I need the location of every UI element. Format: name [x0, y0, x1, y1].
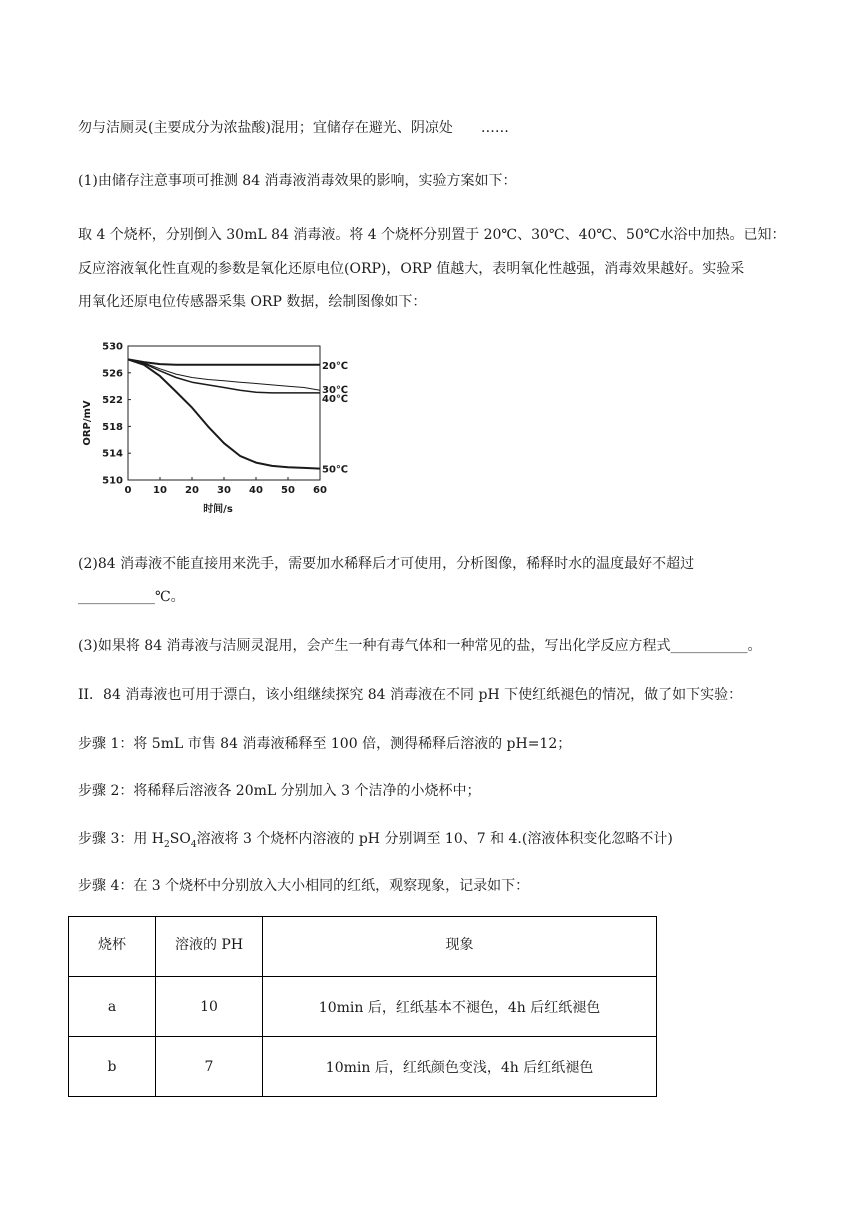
h2-subscript: 2	[164, 839, 170, 850]
x-tick-label: 40	[249, 485, 263, 496]
step-1: 步骤 1：将 5mL 市售 84 消毒液稀释至 100 倍，测得稀释后溶液的 pH=12；	[78, 736, 572, 752]
y-tick-label: 518	[102, 421, 123, 433]
cell-phenomenon: 10min 后，红纸颜色变浅，4h 后红纸褪色	[263, 1037, 657, 1097]
x-tick-label: 50	[281, 485, 295, 496]
series-line-0	[128, 359, 320, 364]
cell-ph: 10	[156, 977, 263, 1037]
orp-chart	[70, 334, 360, 524]
cell-beaker: b	[69, 1037, 156, 1097]
x-tick-label: 60	[313, 485, 327, 496]
series-label-1: 30℃	[322, 385, 349, 397]
storage-note: 勿与洁厕灵(主要成分为浓盐酸)混用；宜储存在避光、阴凉处 ……	[78, 120, 509, 136]
cell-beaker: a	[69, 977, 156, 1037]
plot-frame	[128, 346, 320, 480]
header-phenomenon: 现象	[263, 917, 657, 977]
table-row	[69, 1037, 657, 1097]
step-3-prefix: 步骤 3：用 H	[78, 831, 165, 847]
part-ii-intro: II．84 消毒液也可用于漂白，该小组继续探究 84 消毒液在不同 pH 下使红纸褪色的情况，做了如下实验：	[78, 687, 743, 703]
x-axis-label: 时间/s	[203, 504, 233, 515]
step-3-so: SO	[169, 831, 191, 847]
y-tick-label: 530	[102, 341, 123, 353]
series-label-0: 20℃	[322, 360, 349, 372]
y-tick-label: 526	[102, 368, 123, 380]
chart-series	[128, 359, 320, 468]
step-2: 步骤 2：将稀释后溶液各 20mL 分别加入 3 个洁净的小烧杯中；	[78, 783, 481, 799]
step-3	[78, 829, 673, 855]
step-4: 步骤 4：在 3 个烧杯中分别放入大小相同的红纸，观察现象，记录如下：	[78, 878, 530, 894]
question-3: (3)如果将 84 消毒液与洁厕灵混用，会产生一种有毒气体和一种常见的盐，写出化学反应方程式___________。	[78, 638, 762, 654]
observation-table	[68, 916, 657, 1097]
step-3-suffix: 溶液将 3 个烧杯内溶液的 pH 分别调至 10、7 和 4.(溶液体积变化忽略不计)	[196, 831, 673, 847]
series-line-3	[128, 359, 320, 468]
x-tick-label: 30	[217, 485, 231, 496]
series-label-2: 40℃	[322, 393, 349, 405]
paragraph-line-2: 反应溶液氧化性直观的参数是氧化还原电位(ORP)，ORP 值越大，表明氧化性越强，消毒效果越好。实验采	[78, 261, 745, 277]
series-label-3: 50℃	[322, 464, 349, 476]
x-tick-label: 0	[124, 485, 132, 496]
x-tick-label: 20	[185, 485, 199, 496]
y-tick-label: 510	[102, 475, 123, 487]
header-ph: 溶液的 PH	[156, 917, 263, 977]
y-axis-label: ORP/mV	[82, 400, 93, 446]
chart-axes	[128, 346, 320, 480]
chart-series-labels	[322, 361, 348, 476]
question-2-line-2: ___________℃。	[78, 589, 185, 605]
paragraph-line-1: 取 4 个烧杯，分别倒入 30mL 84 消毒液。将 4 个烧杯分别置于 20℃、30℃、40℃、50℃水浴中加热。已知：	[78, 227, 786, 243]
cell-ph: 7	[156, 1037, 263, 1097]
question-2-line-1: (2)84 消毒液不能直接用来洗手，需要加水稀释后才可使用，分析图像，稀释时水的温度最好不超过	[78, 556, 695, 572]
table-header-row	[69, 917, 657, 977]
cell-phenomenon: 10min 后，红纸基本不褪色，4h 后红纸褪色	[263, 977, 657, 1037]
x-tick-label: 10	[153, 485, 167, 496]
table-row	[69, 977, 657, 1037]
header-beaker: 烧杯	[69, 917, 156, 977]
so4-subscript: 4	[190, 839, 197, 850]
y-tick-label: 522	[102, 395, 123, 407]
question-1: (1)由储存注意事项可推测 84 消毒液消毒效果的影响，实验方案如下：	[78, 173, 517, 189]
chart-ticks	[82, 342, 327, 516]
paragraph-line-3: 用氧化还原电位传感器采集 ORP 数据，绘制图像如下：	[78, 294, 427, 310]
y-tick-label: 514	[102, 448, 123, 460]
